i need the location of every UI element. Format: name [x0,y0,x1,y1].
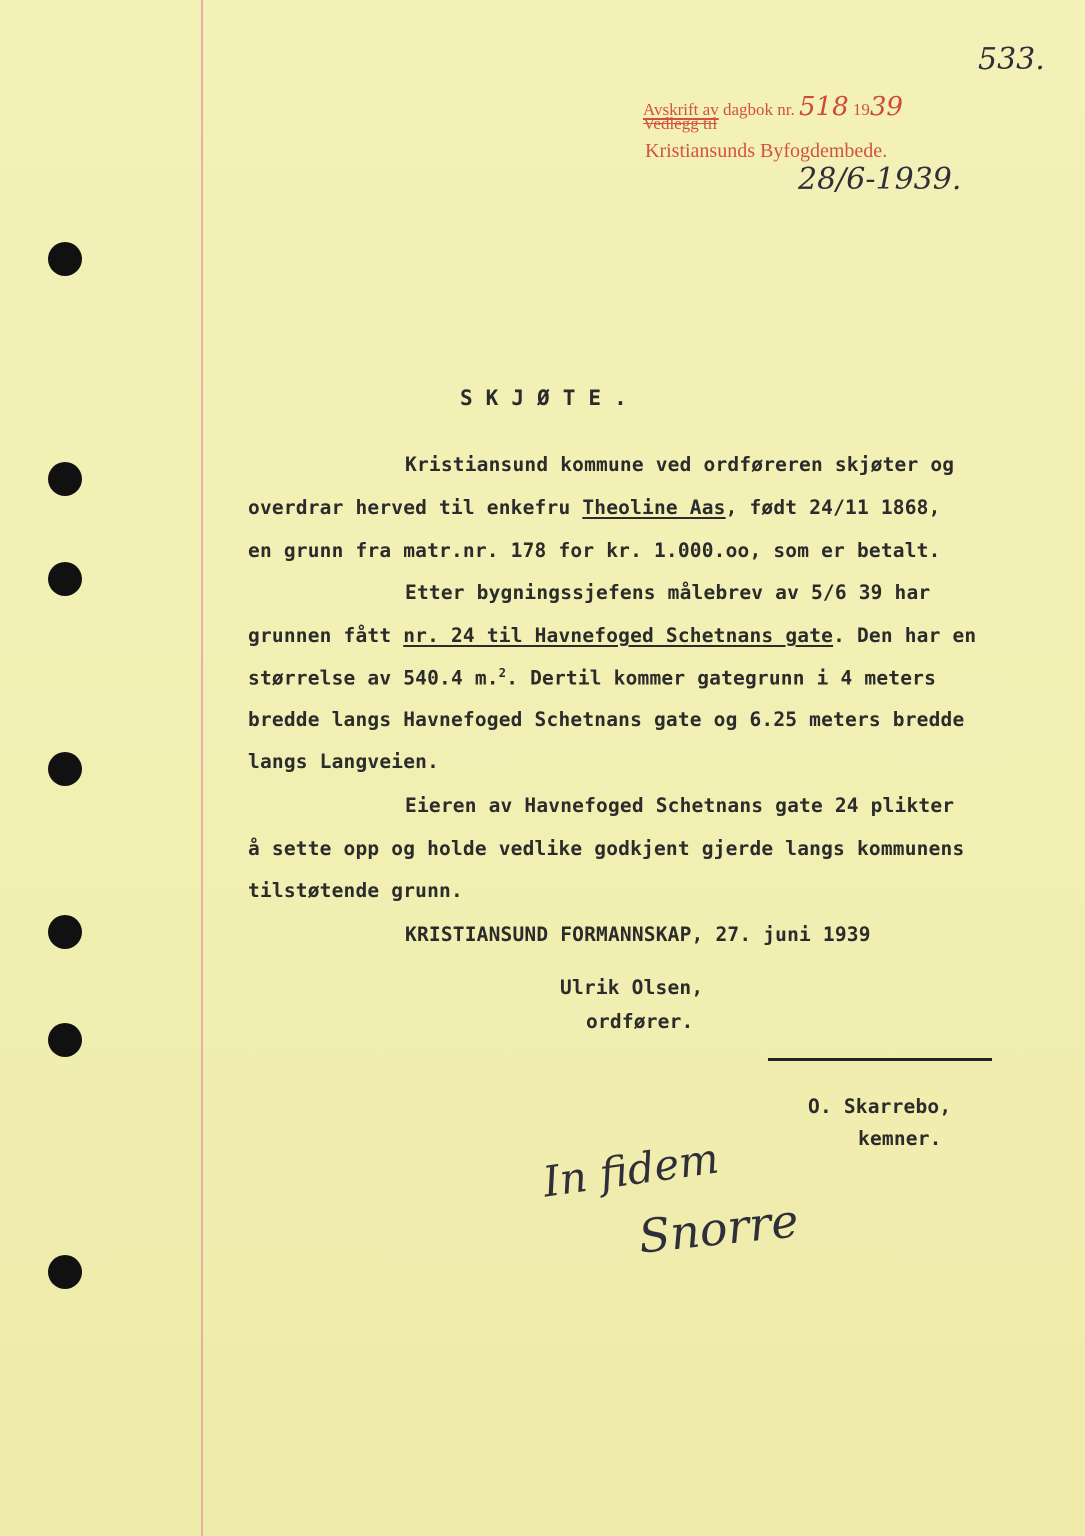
signer-1-name: Ulrik Olsen, [560,976,704,999]
punch-hole [48,915,82,949]
body-line: bredde langs Havnefoged Schetnans gate og 6.25 meters bredde [248,708,965,731]
punch-hole [48,562,82,596]
body-line: en grunn fra matr.nr. 178 for kr. 1.000.oo, som er betalt. [248,539,941,562]
stamp-dagbok: dagbok nr. [722,100,795,119]
address: nr. 24 til Havnefoged Schetnans gate [403,624,834,647]
signer-2-name: O. Skarrebo, [808,1095,952,1118]
stamp-year-suffix: 39 [869,92,903,122]
body-text: , født 24/11 1868, [725,496,941,519]
punch-hole [48,752,82,786]
body-line: Kristiansund kommune ved ordføreren skjøter og [405,453,955,476]
body-text: . Den har en [833,624,977,647]
page-number: 533. [978,42,1045,77]
body-line: tilstøtende grunn. [248,879,463,902]
signature-line-1: In fidem [540,1133,722,1207]
punch-hole [48,1023,82,1057]
superscript: 2 [498,666,507,680]
body-line [248,496,941,519]
punch-hole [48,1255,82,1289]
punch-hole [48,462,82,496]
body-line: langs Langveien. [248,750,440,773]
body-line: Eieren av Havnefoged Schetnans gate 24 plikter [405,794,955,817]
body-line [248,666,936,690]
stamp-year-prefix: 19 [852,100,870,119]
body-line: Etter bygningssjefens målebrev av 5/6 39 har [405,581,931,604]
signature-rule [768,1058,992,1061]
stamp-vedlegg: Vedlegg til [643,114,718,133]
body-line: å sette opp og holde vedlike godkjent gjerde langs kommunens [248,837,965,860]
stamp-office: Kristiansunds Byfogdembede. [645,140,888,162]
signature-line-2: Snorre [636,1193,801,1264]
body-text: . Dertil kommer gategrunn i 4 meters [506,666,937,690]
body-text: grunnen fått [248,624,404,647]
body-text: overdrar herved til enkefru [248,496,583,519]
buyer-name: Theoline Aas [582,496,726,519]
document-title: S K J Ø T E . [460,386,627,410]
signer-2-title: kemner. [858,1127,942,1150]
signer-1-title: ordfører. [586,1010,694,1033]
stamp-avskrift: Avskrift av [643,100,719,119]
margin-line [201,0,203,1536]
body-line [248,624,976,647]
place-date-line: KRISTIANSUND FORMANNSKAP, 27. juni 1939 [405,923,871,946]
stamp-dagbok-number: 518 [798,92,849,122]
stamp-date: 28/6-1939. [798,162,962,197]
body-text: størrelse av 540.4 m. [248,666,499,690]
punch-hole [48,242,82,276]
